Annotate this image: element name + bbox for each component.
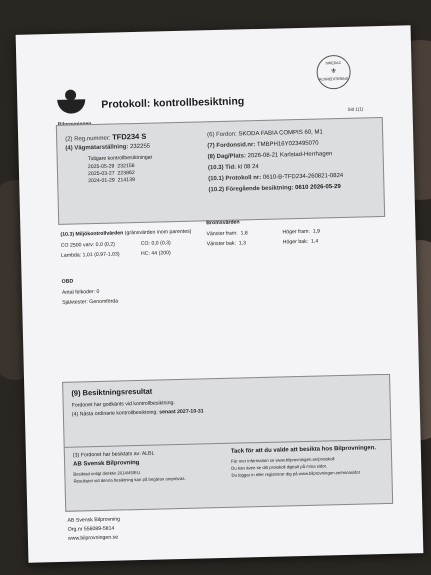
date-place-row: (8) Dag/Plats: 2026-08-21 Karlstad-Herrhagen bbox=[207, 151, 333, 161]
inspector-line: (3) Fordonet har besiktats av: ALBL bbox=[72, 450, 155, 459]
brakes-title: Bromsvärden bbox=[206, 219, 240, 227]
review-line: Resultatet vid denna besiktning kan på begäran omprövas. bbox=[73, 475, 186, 484]
thanks-info-line: För mer information se www.bilprovningen.se/protokoll bbox=[231, 456, 335, 464]
obd-self-tests: Självtester: Genomförda bbox=[62, 298, 119, 306]
thanks-digital-line: Du kan även se ditt protokoll digitalt på mina sidor. bbox=[231, 463, 328, 471]
result-box bbox=[62, 374, 393, 512]
obd-title: OBD bbox=[61, 278, 74, 285]
time-row: (10.3) Tid: kl 08 24 bbox=[207, 164, 259, 172]
inspection-protocol-document bbox=[16, 25, 424, 562]
previous-inspection: 0610 2026-05-29 bbox=[295, 184, 341, 192]
history-row: 2025-03-27 223862 bbox=[87, 170, 135, 178]
env-title: (10.3) Miljökontrollvärden (gränsvärden inom parentes) bbox=[60, 228, 192, 238]
env-co: CO: 0,0 (0,3) bbox=[140, 240, 171, 247]
brake-left-front: Vänster fram: 1,8 bbox=[206, 230, 248, 238]
previous-inspection-row: (10.2) Föregående besiktning: 0610 2026-05-29 bbox=[208, 184, 341, 194]
env-hc: HC: 44 (200) bbox=[140, 250, 171, 257]
reg-number: TFD234 S bbox=[112, 131, 147, 142]
obd-fault-codes: Antal felkoder: 0 bbox=[61, 288, 100, 296]
next-inspection-row: (4) Nästa ordinarie kontrollbesiktning: senast 2027-10-31 bbox=[71, 408, 204, 418]
thanks-login-line: Du loggar in eller registrerar dig på www.bilprovningen.se/minasidor bbox=[231, 469, 361, 478]
document-title: Protokoll: kontrollbesiktning bbox=[101, 95, 245, 111]
vehicle-info-box bbox=[56, 117, 385, 225]
odometer-row: (4) Vägmätarställning: 232255 bbox=[65, 143, 151, 152]
inspector-company: AB Svensk Bilprovning bbox=[73, 460, 140, 468]
vin-row: (7) Fordonsid.nr: TMBPH16Y023495070 bbox=[207, 140, 319, 150]
protocol-number: 0610-B-TFD234-260821-0824 bbox=[262, 172, 344, 181]
footer-website: www.bilprovningen.se bbox=[67, 534, 119, 542]
brake-right-front: Höger fram: 1,9 bbox=[282, 228, 321, 236]
page-number: Sid 1(1) bbox=[347, 106, 364, 112]
vehicle-model: SKODA FABIA COMPIS 60, M1 bbox=[238, 129, 323, 138]
reg-number-row: (2) Reg.nummer: TFD234 S bbox=[65, 131, 147, 143]
next-inspection-date: senast 2027-10-31 bbox=[159, 408, 204, 416]
thanks-title: Tack för att du valde att besikta hos Bilprovningen. bbox=[230, 445, 377, 455]
result-approved: Fordonet har godkänts vid kontrollbesiktning. bbox=[71, 400, 175, 409]
directive-line: Besiktad enligt direktiv 2014/45/EU. bbox=[73, 469, 142, 477]
env-lambda: Lambda: 1,01 (0,97-1,03) bbox=[60, 251, 120, 259]
brake-left-rear: Vänster bak: 1,3 bbox=[206, 240, 247, 248]
result-title: (9) Besiktningsresultat bbox=[71, 386, 153, 398]
date-place: 2026-08-21 Karlstad-Herrhagen bbox=[247, 151, 333, 160]
odometer-value: 232255 bbox=[129, 143, 151, 151]
vehicle-model-row: (6) Fordon: SKODA FABIA COMPIS 60, M1 bbox=[207, 129, 323, 139]
footer-company: AB Svensk Bilprovning bbox=[67, 516, 121, 524]
footer-orgnr: Org.nr 556089-5814 bbox=[67, 525, 115, 533]
previous-inspections-label: Tidigare kontrollbesiktningar bbox=[87, 154, 153, 163]
protocol-number-row: (10.1) Protokoll nr: 0610-B-TFD234-260821-0824 bbox=[208, 172, 344, 183]
history-row: 2024-01-29 214139 bbox=[88, 177, 136, 185]
env-co2500: CO 2500 varv: 0,0 (0,2) bbox=[60, 241, 116, 249]
history-row: 2025-05-29 232158 bbox=[87, 163, 135, 171]
logo-icon bbox=[57, 89, 86, 120]
vin-value: TMBPH16Y023495070 bbox=[256, 140, 319, 149]
time-value: kl 08 24 bbox=[237, 164, 259, 171]
swedac-seal-icon: SWEDAC ⚜ ACKREDITERING bbox=[316, 55, 351, 90]
brake-right-rear: Höger bak: 1,4 bbox=[282, 238, 319, 246]
